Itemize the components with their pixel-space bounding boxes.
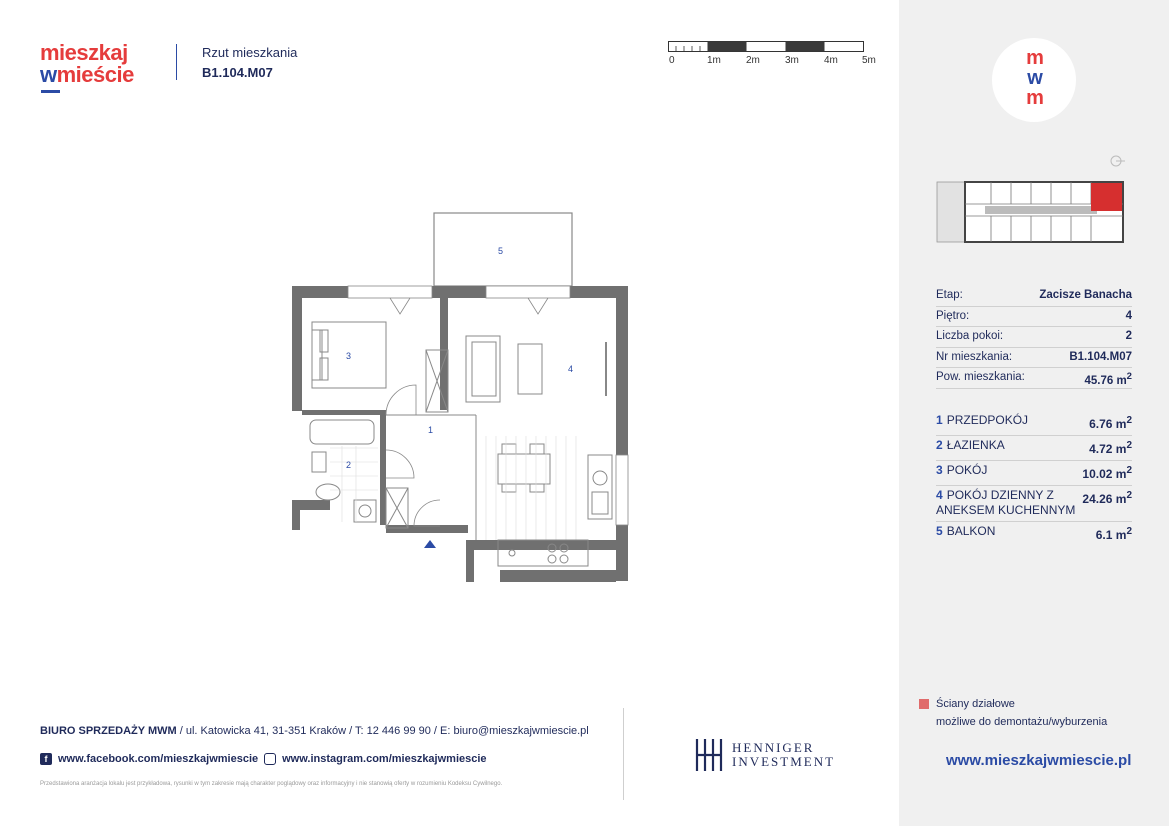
walls: [292, 286, 628, 582]
footer-separator: [623, 708, 624, 800]
instagram-link[interactable]: www.instagram.com/mieszkajwmiescie: [282, 753, 487, 765]
header-separator: [176, 44, 177, 80]
facebook-icon: f: [40, 753, 52, 765]
detail-label: Pow. mieszkania:: [936, 371, 1025, 383]
logo-text-bottom: [40, 62, 134, 88]
apartment-code: B1.104.M07: [202, 65, 273, 80]
investor-name: [732, 741, 835, 769]
room-name: POKÓJ DZIENNY Z ANEKSEM KUCHENNYM: [936, 488, 1076, 517]
scale-label: 2m: [746, 55, 760, 66]
room-name: PRZEDPOKÓJ: [946, 413, 1029, 427]
room-area-value: 10.02 m: [1082, 467, 1127, 481]
scale-label: 0: [669, 55, 675, 66]
detail-label: Piętro:: [936, 309, 970, 322]
detail-value: 4: [1125, 309, 1132, 322]
room-number: 2: [936, 438, 943, 452]
room-area-value: 24.26 m: [1082, 492, 1127, 506]
detail-label: Etap:: [936, 289, 963, 301]
legend-swatch: [919, 699, 929, 709]
room-list: [936, 411, 1132, 546]
room-area: [1082, 488, 1132, 518]
room-name: POKÓJ: [946, 463, 988, 477]
room-label-2: 2: [346, 460, 352, 470]
room-name: ŁAZIENKA: [946, 438, 1005, 452]
room-area: [1096, 524, 1132, 543]
legend-text-line1: Ściany działowe: [936, 698, 1015, 710]
investor-name-line1: HENNIGER: [732, 740, 815, 755]
social-links: [40, 753, 487, 765]
sales-office-info: [40, 725, 589, 737]
kitchen-floor: [486, 436, 576, 540]
brand-monogram-icon: m w m: [1026, 47, 1044, 109]
room-area: [1082, 463, 1132, 482]
website-link[interactable]: www.mieszkajwmiescie.pl: [946, 752, 1132, 769]
floor-plan: [290, 210, 630, 585]
detail-label: Nr mieszkania:: [936, 350, 1013, 363]
instagram-icon: [264, 753, 276, 765]
disclaimer: Przedstawiona aranżacja lokalu jest przykładowa, rysunki w tym zakresie mają charakter poglądowy oraz informacyjny i nie stanowią oferty w rozumieniu Kodeksu Cywilnego.: [40, 781, 503, 787]
door-swings: [386, 298, 548, 526]
logo-w-letter: w: [40, 62, 57, 87]
detail-value: [1084, 368, 1132, 388]
scale-label: 5m: [862, 55, 876, 66]
legend-text-line2: możliwe do demontażu/wyburzenia: [936, 716, 1108, 728]
area-unit-sup: 2: [1126, 490, 1132, 501]
scale-label: 1m: [707, 55, 721, 66]
entrance-arrow: [424, 540, 436, 548]
room-area-value: 6.1 m: [1095, 528, 1127, 542]
logo-text-top: mieszkaj: [40, 40, 128, 65]
henniger-monogram-icon: [694, 738, 724, 772]
investor-name-line2: INVESTMENT: [732, 754, 836, 769]
area-unit-sup: 2: [1126, 526, 1132, 537]
apartment-details: [936, 286, 1132, 389]
detail-label: Liczba pokoi:: [936, 330, 1004, 342]
highlighted-apartment: [1091, 183, 1122, 211]
scale-label: 4m: [824, 55, 838, 66]
scale-label: 3m: [785, 55, 799, 66]
room-area: [1089, 438, 1132, 457]
scale-bar: [668, 41, 864, 53]
room-row: [936, 461, 1132, 486]
sales-office-details: / ul. Katowicka 41, 31-351 Kraków / T: 12 446 99 90 / E: biuro@mieszkajwmiescie.pl: [176, 725, 589, 737]
detail-row: [936, 327, 1132, 348]
room-number: 4: [936, 488, 943, 502]
logo-underline: [41, 90, 60, 93]
room-label-4: 4: [568, 364, 574, 374]
investor-logo: [694, 738, 835, 772]
detail-value: B1.104.M07: [1069, 350, 1132, 363]
area-unit-sup: 2: [1126, 465, 1132, 476]
detail-value: 2: [1125, 330, 1132, 342]
detail-row: [936, 307, 1132, 328]
room-label-1: 1: [428, 425, 434, 435]
room-label-3: 3: [346, 351, 352, 361]
room-name: BALKON: [946, 524, 996, 538]
area-unit-sup: 2: [1126, 440, 1132, 451]
room-row: [936, 522, 1132, 546]
room-area: [1089, 413, 1132, 432]
area-unit-sup: 2: [1126, 415, 1132, 426]
facebook-link[interactable]: www.facebook.com/mieszkajwmiescie: [58, 753, 259, 765]
logo-text-miescie: mieście: [56, 62, 134, 87]
sales-office-title: BIURO SPRZEDAŻY MWM: [40, 725, 177, 737]
detail-row: [936, 286, 1132, 307]
room-number: 3: [936, 463, 943, 477]
room-number: 1: [936, 413, 943, 427]
room-row: [936, 486, 1132, 522]
total-area: 45.76 m: [1084, 374, 1127, 387]
area-unit-sup: 2: [1126, 371, 1132, 382]
room-area-value: 6.76 m: [1089, 417, 1127, 431]
detail-row: [936, 348, 1132, 369]
room-label-5: 5: [498, 246, 504, 256]
room-row: [936, 436, 1132, 461]
detail-value: Zacisze Banacha: [1039, 289, 1132, 301]
building-key-plan: [935, 152, 1135, 248]
detail-row: [936, 368, 1132, 389]
room-number: 5: [936, 524, 943, 538]
room-area-value: 4.72 m: [1089, 442, 1127, 456]
room-row: [936, 411, 1132, 436]
plan-label: Rzut mieszkania: [202, 45, 298, 60]
